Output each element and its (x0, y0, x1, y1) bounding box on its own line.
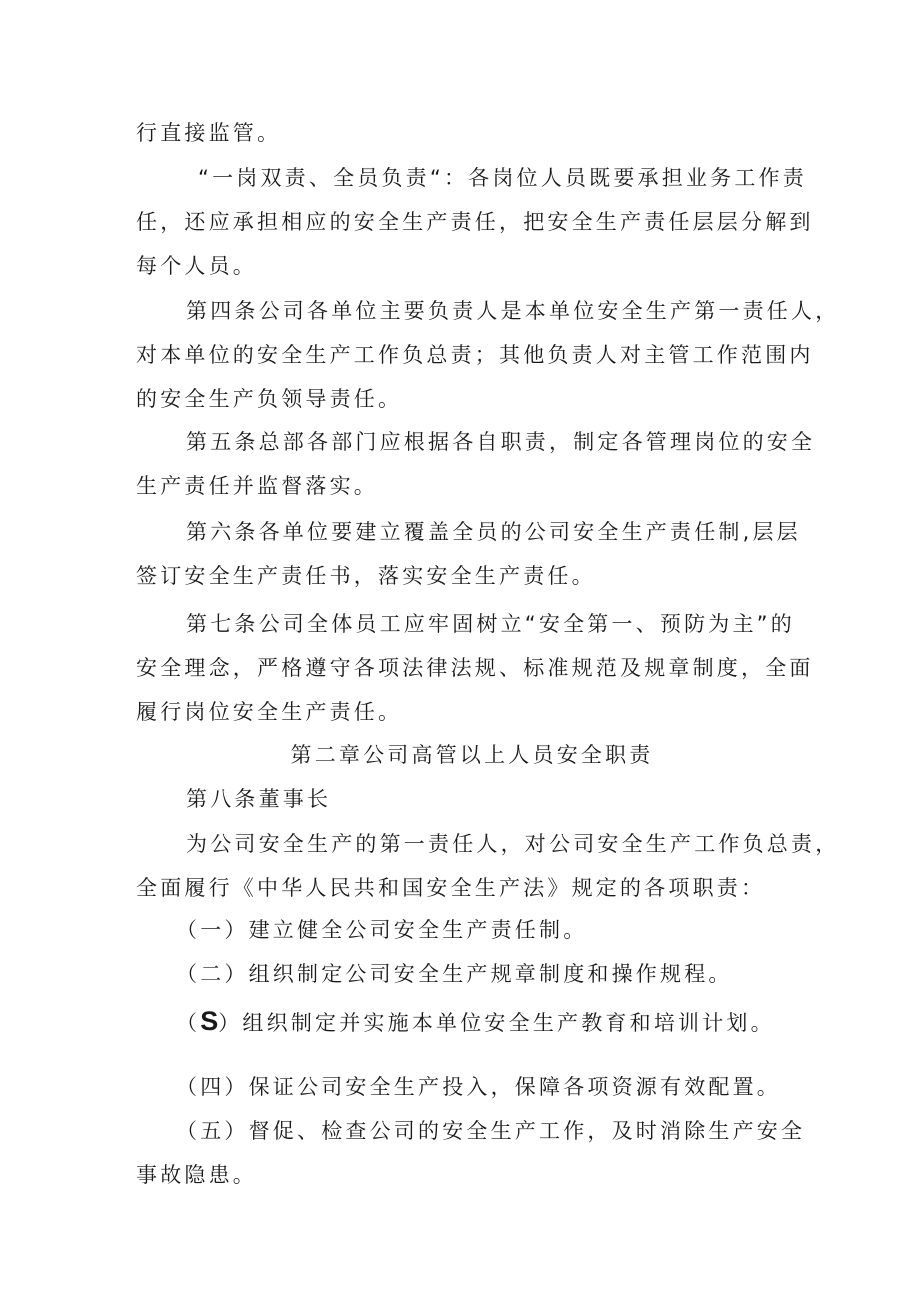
text-line: 第六条各单位要建立覆盖全员的公司安全生产责任制,层层 (186, 520, 801, 544)
text-line (136, 999, 796, 1045)
text-line: （一）建立健全公司安全生产责任制。 (176, 918, 588, 942)
article-six (136, 510, 801, 598)
paragraph-one-post-two-duties (136, 156, 814, 288)
item-marker: S (200, 1006, 219, 1036)
article-seven (136, 602, 814, 734)
chapter-title: 第二章公司高管以上人员安全职责 (290, 743, 654, 767)
text-line: 第八条董事长 (186, 787, 332, 811)
text-line: 第七条公司全体员工应牢固树立“安全第一、预防为主”的 (186, 612, 795, 636)
chapter-heading (136, 733, 796, 777)
list-item (136, 1109, 806, 1197)
text-line: 为公司安全生产的第一责任人，对公司安全生产工作负总责， (186, 832, 840, 856)
list-item (136, 952, 796, 996)
text-line: “一岗双责、全员负责“：各岗位人员既要承担业务工作责 (198, 166, 807, 190)
text-line: （五）督促、检查公司的安全生产工作，及时消除生产安全 (176, 1119, 806, 1143)
text-line: 事故隐患。 (136, 1163, 257, 1187)
item-text: ）组织制定并实施本单位安全生产教育和培训计划。 (218, 1011, 775, 1035)
text-line: 行直接监管。 (136, 121, 282, 145)
list-item (136, 908, 796, 952)
paragraph-continuation (136, 111, 796, 155)
text-line: 每个人员。 (136, 254, 257, 278)
list-item (136, 999, 796, 1045)
text-line: 第四条公司各单位主要负责人是本单位安全生产第一责任人， (186, 299, 840, 323)
text-line: 的安全生产负领导责任。 (136, 387, 403, 411)
text-line: 全面履行《中华人民共和国安全生产法》规定的各项职责： (136, 876, 766, 900)
text-line: 安全理念，严格遵守各项法律法规、标准规范及规章制度，全面 (136, 656, 814, 680)
article-eight-heading (136, 777, 796, 821)
text-line: （四）保证公司安全生产投入，保障各项资源有效配置。 (176, 1075, 781, 1099)
list-item (136, 1065, 796, 1109)
text-line: 生产责任并监督落实。 (136, 474, 378, 498)
text-line: 任，还应承担相应的安全生产责任，把安全生产责任层层分解到 (136, 210, 814, 234)
text-line: 第五条总部各部门应根据各自职责，制定各管理岗位的安全 (186, 430, 816, 454)
text-line: 签订安全生产责任书，落实安全生产责任。 (136, 564, 596, 588)
item-prefix: （ (176, 1011, 201, 1035)
article-four (136, 289, 840, 421)
text-line: 履行岗位安全生产责任。 (136, 700, 403, 724)
article-five (136, 420, 816, 508)
text-line: 对本单位的安全生产工作负总责；其他负责人对主管工作范围内 (136, 343, 814, 367)
text-line: （二）组织制定公司安全生产规章制度和操作规程。 (176, 962, 733, 986)
article-eight-body (136, 822, 840, 910)
